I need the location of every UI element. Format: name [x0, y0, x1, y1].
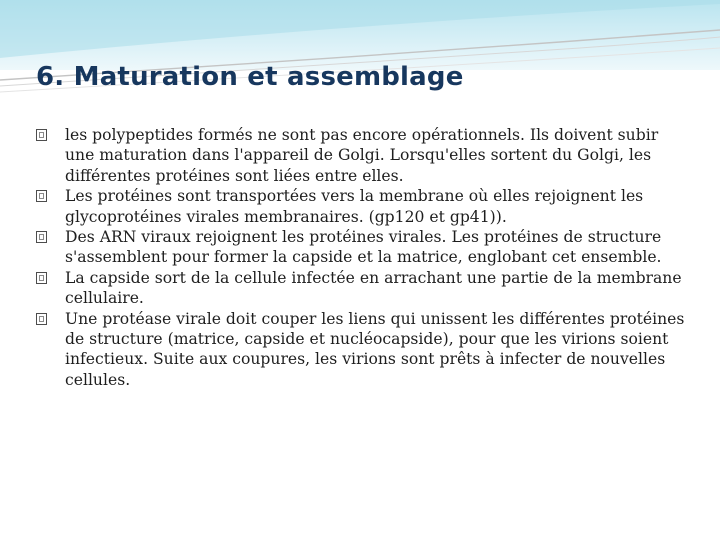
bullet-list [36, 125, 688, 390]
square-bullet-icon [36, 129, 47, 141]
square-bullet-icon [36, 313, 47, 325]
list-item [36, 125, 688, 186]
bullet-text: Les protéines sont transportées vers la membrane où elles rejoignent les glycoprotéines virales membranaires. (gp120 et gp41)). [65, 187, 644, 226]
bullet-text: Des ARN viraux rejoignent les protéines virales. Les protéines de structure s'assemblent pour former la capside et la matrice, englobant cet ensemble. [65, 228, 662, 267]
list-item [36, 186, 688, 227]
square-bullet-icon [36, 231, 47, 243]
list-item [36, 268, 688, 309]
header-wave-decoration [0, 0, 720, 110]
bullet-text: La capside sort de la cellule infectée en arrachant une partie de la membrane cellulaire. [65, 268, 682, 308]
square-bullet-icon [36, 190, 47, 202]
slide-title: 6. Maturation et assemblage [36, 62, 464, 92]
square-bullet-icon [36, 272, 47, 284]
list-item [36, 227, 688, 268]
bullet-text: Une protéase virale doit couper les liens qui unissent les différentes protéines de structure (matrice, capside et nucléocapside), pour que les virions soient infectieux. Suite aux coupures, les virions sont prêts à infecter de nouvelles cellules. [65, 309, 685, 389]
bullet-text: les polypeptides formés ne sont pas encore opérationnels. Ils doivent subir une maturation dans l'appareil de Golgi. Lorsqu'elles sortent du Golgi, les différentes protéines sont liées entre elles. [65, 126, 659, 185]
list-item [36, 309, 688, 391]
